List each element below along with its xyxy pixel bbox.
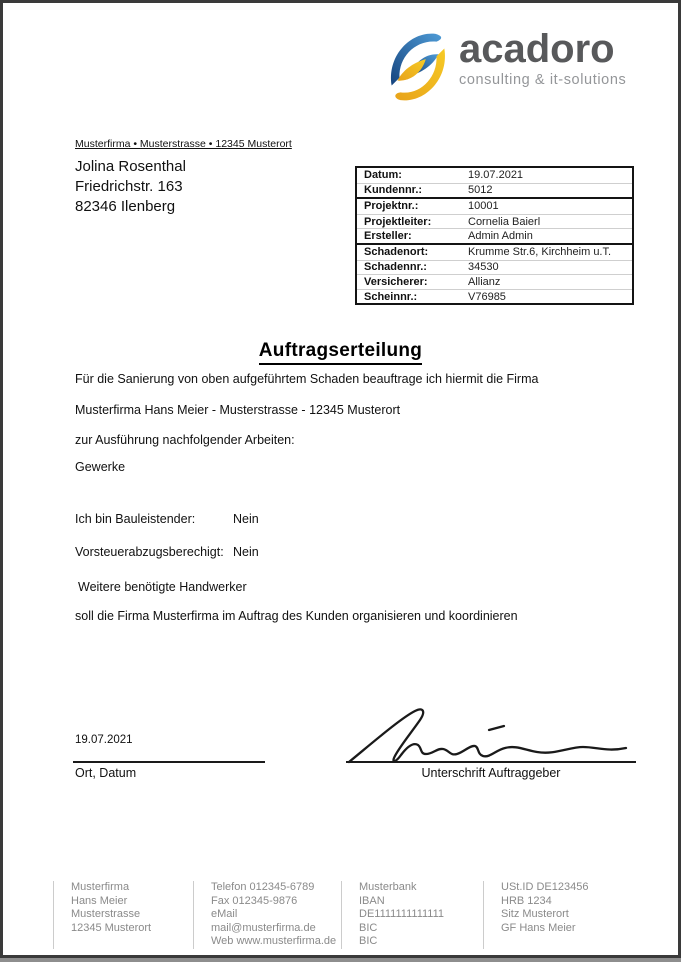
row-value: 19.07.2021 — [468, 169, 524, 182]
footer-line: HRB 1234 — [501, 894, 552, 907]
footer-line: 12345 Musterort — [71, 921, 152, 934]
logo-tagline: consulting & it-solutions — [459, 72, 627, 88]
row-value: Krumme Str.6, Kirchheim u.T. — [468, 246, 612, 259]
footer-line: Web www.musterfirma.de — [211, 935, 337, 947]
table-row — [357, 289, 632, 304]
row-value: 10001 — [468, 200, 499, 213]
signature-date: 19.07.2021 — [75, 734, 133, 746]
note-line: soll die Firma Musterfirma im Auftrag des Kunden organisieren und koordinieren — [75, 609, 518, 623]
row-value: Allianz — [468, 275, 501, 288]
row-value: 5012 — [468, 184, 493, 197]
body-paragraph: zur Ausführung nachfolgender Arbeiten: — [75, 433, 295, 447]
document-title-wrap — [3, 340, 678, 365]
recipient-name: Jolina Rosenthal — [75, 158, 186, 175]
question-row — [75, 512, 259, 526]
row-label: Ersteller: — [364, 230, 412, 243]
row-label: Schadenort: — [364, 246, 429, 259]
table-row — [357, 260, 632, 275]
recipient-address — [75, 157, 186, 217]
info-table-group — [357, 243, 632, 303]
row-label: Versicherer: — [364, 275, 428, 288]
info-table-group — [357, 168, 632, 197]
body-paragraph: Für die Sanierung von oben aufgeführtem Schaden beauftrage ich hiermit die Firma — [75, 372, 539, 386]
table-row — [357, 183, 632, 198]
footer-line: IBAN — [359, 894, 385, 907]
signature-line — [346, 761, 636, 763]
footer-line: Fax 012345-9876 — [211, 894, 298, 907]
logo-swirl-icon — [386, 27, 450, 105]
row-label: Projektnr.: — [364, 200, 419, 213]
table-row — [357, 228, 632, 243]
place-date-line — [73, 761, 265, 763]
footer-column-company — [53, 881, 193, 949]
footer-line: Hans Meier — [71, 894, 128, 907]
question-value: Nein — [233, 512, 259, 526]
footer — [53, 881, 638, 949]
recipient-street: Friedrichstr. 163 — [75, 178, 183, 195]
footer-line: GF Hans Meier — [501, 921, 576, 934]
signature-stroke-icon — [343, 704, 643, 766]
logo-name: acadoro — [459, 27, 615, 71]
row-value: 34530 — [468, 261, 499, 274]
footer-line: Musterfirma — [71, 881, 130, 893]
question-row — [75, 545, 259, 559]
footer-column-legal — [483, 881, 638, 949]
logo-text-block — [459, 27, 626, 88]
recipient-city: 82346 Ilenberg — [75, 198, 176, 215]
question-label: Ich bin Bauleistender: — [75, 512, 196, 526]
footer-line: Musterstrasse — [71, 908, 141, 920]
footer-line: Musterbank — [359, 881, 417, 893]
table-row — [357, 168, 632, 183]
row-label: Kundennr.: — [364, 184, 423, 197]
question-label: Vorsteuerabzugsberechigt: — [75, 545, 224, 559]
footer-line: eMail mail@musterfirma.de — [211, 908, 316, 934]
row-label: Schadennr.: — [364, 261, 427, 274]
table-row — [357, 245, 632, 260]
table-row — [357, 274, 632, 289]
place-date-label: Ort, Datum — [75, 766, 137, 780]
footer-line: BIC — [359, 935, 378, 947]
table-row — [357, 214, 632, 229]
note-line: Weitere benötigte Handwerker — [78, 580, 247, 594]
row-value: Cornelia Baierl — [468, 215, 541, 228]
row-label: Scheinnr.: — [364, 290, 418, 303]
company-logo — [386, 27, 626, 105]
footer-line: BIC — [359, 921, 378, 934]
info-table — [355, 166, 634, 305]
footer-line: Telefon 012345-6789 — [211, 881, 315, 893]
footer-column-bank — [341, 881, 483, 949]
document-title: Auftragserteilung — [259, 340, 422, 365]
row-label: Projektleiter: — [364, 215, 432, 228]
signature-label: Unterschrift Auftraggeber — [421, 766, 561, 780]
question-value: Nein — [233, 545, 259, 559]
row-value: V76985 — [468, 290, 506, 303]
table-row — [357, 199, 632, 214]
footer-line: Sitz Musterort — [501, 908, 569, 920]
body-paragraph: Gewerke — [75, 460, 126, 474]
footer-line: USt.ID DE123456 — [501, 881, 589, 893]
info-table-group — [357, 197, 632, 243]
row-label: Datum: — [364, 169, 402, 182]
row-value: Admin Admin — [468, 230, 533, 243]
body-paragraph: Musterfirma Hans Meier - Musterstrasse - 12345 Musterort — [75, 403, 401, 417]
footer-column-contact — [193, 881, 341, 949]
sender-line: Musterfirma • Musterstrasse • 12345 Musterort — [75, 138, 292, 150]
footer-line: DE1111111111111 — [359, 908, 445, 920]
